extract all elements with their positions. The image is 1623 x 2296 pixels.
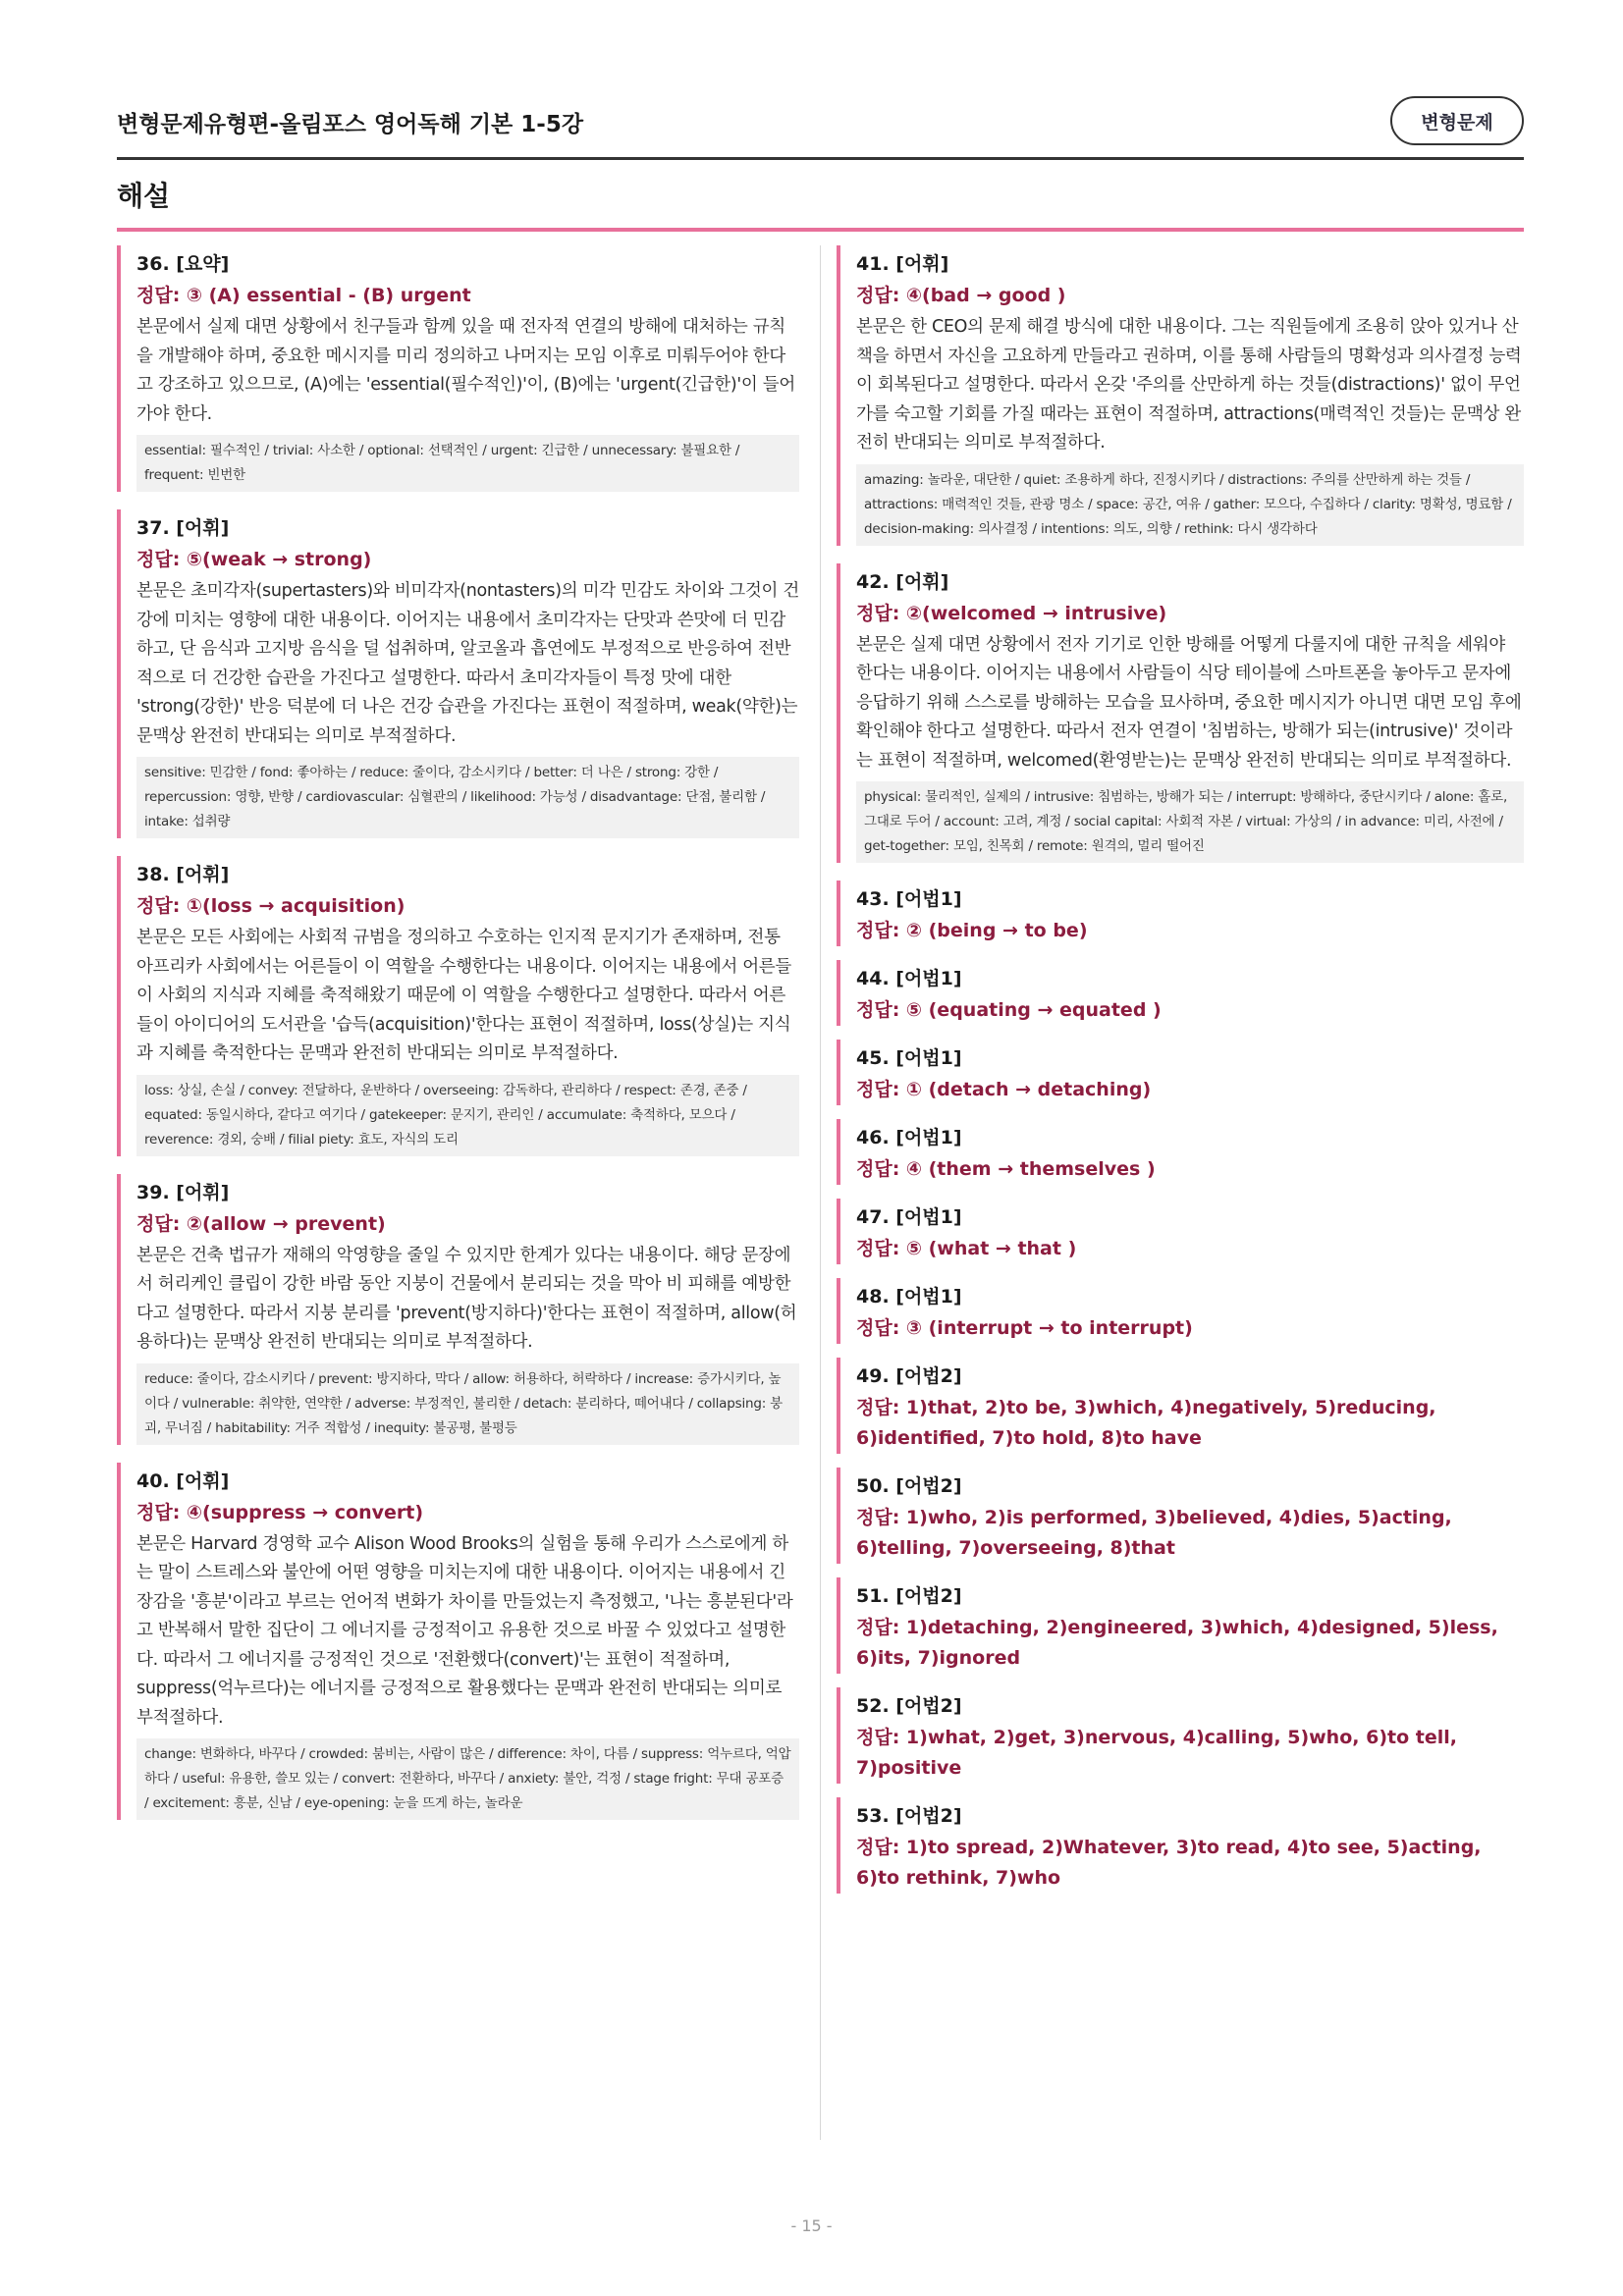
- vocabulary-box: change: 변화하다, 바꾸다 / crowded: 붐비는, 사람이 많은 / difference: 차이, 다름 / suppress: 억누르다, 억압하다 / useful: 유용한, 쓸모 있는 / convert: 전환하다, 바꾸다 / anxiety: 불안, 걱정 / stage fright: 무대 공포증 / excitement: 흥분, 신남 / eye-opening: 눈을 뜨게 하는, 놀라운: [136, 1738, 799, 1820]
- explanation-text: 본문은 실제 대면 상황에서 전자 기기로 인한 방해를 어떻게 다룰지에 대한 규칙을 세워야 한다는 내용이다. 이어지는 내용에서 사람들이 식당 테이블에 스마트폰을 놓아두고 문자에 응답하기 위해 스스로를 방해하는 모습을 묘사하며, 중요한 메시지가 아니면 대면 모임 후에 확인해야 한다고 설명한다. 따라서 전자 연결이 '침범하는, 방해가 되는(intrusive)' 것이라는 표현이 적절하며, welcomed(환영받는)는 문맥상 완전히 반대되는 의미로 부적절하다.: [856, 634, 1522, 771]
- question-number: 44. [어법1]: [856, 968, 962, 989]
- question-number: 52. [어법2]: [856, 1695, 962, 1717]
- answer-item-52: [837, 1687, 1524, 1784]
- answer-line: 정답: ①(loss → acquisition): [136, 895, 406, 917]
- explanation-text: 본문에서 실제 대면 상황에서 친구들과 함께 있을 때 전자적 연결의 방해에 대처하는 규칙을 개발해야 하며, 중요한 메시지를 미리 정의하고 나머지는 모임 이후로 미뤄두어야 한다고 강조하고 있으므로, (A)에는 'essential(필수적인)'이, (B)에는 'urgent(긴급한)'이 들어가야 한다.: [136, 317, 795, 424]
- answer-item-42: [837, 563, 1524, 864]
- answer-item-43: [837, 881, 1524, 946]
- answer-item-53: [837, 1797, 1524, 1894]
- question-number: 41. [어휘]: [856, 253, 949, 275]
- vocabulary-box: amazing: 놀라운, 대단한 / quiet: 조용하게 하다, 진정시키다 / distractions: 주의를 산만하게 하는 것들 / attractions: 매력적인 것들, 관광 명소 / space: 공간, 여유 / gather: 모으다, 수집하다 / clarity: 명확성, 명료함 / decision-making: 의사결정 / intentions: 의도, 의향 / rethink: 다시 생각하다: [856, 464, 1524, 546]
- right-column: [820, 245, 1524, 2140]
- question-number: 43. [어법1]: [856, 888, 962, 910]
- question-number: 36. [요약]: [136, 253, 230, 275]
- explanation-text: 본문은 초미각자(supertasters)와 비미각자(nontasters)의 미각 민감도 차이와 그것이 건강에 미치는 영향에 대한 내용이다. 이어지는 내용에서 초미각자는 단맛과 쓴맛에 더 민감하고, 단 음식과 고지방 음식을 덜 섭취하며, 알코올과 흡연에도 부정적으로 반응하여 전반적으로 더 건강한 습관을 가진다고 설명한다. 따라서 초미각자들이 특정 맛에 대한 'strong(강한)' 반응 덕분에 더 나은 건강 습관을 가진다는 표현이 적절하며, weak(약한)는 문맥상 완전히 반대되는 의미로 부적절하다.: [136, 581, 799, 746]
- answer-line: 정답: 1)detaching, 2)engineered, 3)which, 4)designed, 5)less, 6)its, 7)ignored: [856, 1617, 1498, 1669]
- section-title: 해설: [117, 180, 171, 212]
- left-column: [117, 245, 799, 1838]
- answer-line: 정답: ③ (A) essential - (B) urgent: [136, 285, 471, 306]
- question-number: 42. [어휘]: [856, 570, 949, 593]
- question-number: 39. [어휘]: [136, 1181, 230, 1203]
- vocabulary-box: loss: 상실, 손실 / convey: 전달하다, 운반하다 / overseeing: 감독하다, 관리하다 / respect: 존경, 존중 / equated: 동일시하다, 같다고 여기다 / gatekeeper: 문지기, 관리인 / accumulate: 축적하다, 모으다 / reverence: 경외, 숭배 / filial piety: 효도, 자식의 도리: [136, 1075, 799, 1156]
- answer-item-40: [117, 1463, 799, 1821]
- answer-item-51: [837, 1577, 1524, 1674]
- question-number: 46. [어법1]: [856, 1127, 962, 1148]
- answer-line: 정답: 1)what, 2)get, 3)nervous, 4)calling, 5)who, 6)to tell, 7)positive: [856, 1727, 1457, 1779]
- section-header: [117, 175, 1524, 232]
- question-number: 50. [어법2]: [856, 1475, 962, 1497]
- page-number: - 15 -: [790, 2216, 833, 2235]
- answer-line: 정답: ④ (them → themselves ): [856, 1158, 1156, 1180]
- answer-item-49: [837, 1358, 1524, 1454]
- answer-item-47: [837, 1199, 1524, 1264]
- answer-item-45: [837, 1040, 1524, 1105]
- answer-line: 정답: ②(welcomed → intrusive): [856, 602, 1167, 624]
- vocabulary-box: sensitive: 민감한 / fond: 좋아하는 / reduce: 줄이다, 감소시키다 / better: 더 나은 / strong: 강한 / repercussion: 영향, 반향 / cardiovascular: 심혈관의 / likelihood: 가능성 / disadvantage: 단점, 불리함 / intake: 섭취량: [136, 757, 799, 838]
- question-number: 49. [어법2]: [856, 1365, 962, 1387]
- question-number: 38. [어휘]: [136, 864, 230, 885]
- answer-item-36: [117, 245, 799, 492]
- answer-item-48: [837, 1278, 1524, 1344]
- explanation-text: 본문은 Harvard 경영학 교수 Alison Wood Brooks의 실험을 통해 우리가 스스로에게 하는 말이 스트레스와 불안에 어떤 영향을 미치는지에 대한 내용이다. 이어지는 내용에서 긴장감을 '흥분'이라고 부르는 언어적 변화가 차이를 만들었는지 측정했고, '나는 흥분된다'라고 반복해서 말한 집단이 그 에너지를 긍정적이고 유용한 것으로 바꿀 수 있었다고 설명한다. 따라서 그 에너지를 긍정적인 것으로 '전환했다(convert)'는 표현이 적절하며, suppress(억누르다)는 에너지를 긍정적으로 활용했다는 문맥과 완전히 반대되는 의미로 부적절하다.: [136, 1533, 793, 1728]
- answer-line: 정답: 1)who, 2)is performed, 3)believed, 4)dies, 5)acting, 6)telling, 7)overseeing, 8)that: [856, 1507, 1452, 1559]
- answer-item-41: [837, 245, 1524, 546]
- answer-item-39: [117, 1174, 799, 1445]
- answer-item-38: [117, 856, 799, 1156]
- explanation-text: 본문은 모든 사회에는 사회적 규범을 정의하고 수호하는 인지적 문지기가 존재하며, 전통 아프리카 사회에서는 어른들이 이 역할을 수행한다는 내용이다. 이어지는 내용에서 어른들이 사회의 지식과 지혜를 축적해왔기 때문에 이 역할을 수행한다고 설명한다. 따라서 어른들이 아이디어의 도서관을 '습득(acquisition)'한다는 표현이 적절하며, loss(상실)는 지식과 지혜를 축적한다는 문맥과 완전히 반대되는 의미로 부적절하다.: [136, 928, 792, 1063]
- question-number: 40. [어휘]: [136, 1469, 230, 1492]
- answer-line: 정답: ⑤ (what → that ): [856, 1238, 1077, 1259]
- answer-line: 정답: ④(bad → good ): [856, 285, 1066, 306]
- question-number: 53. [어법2]: [856, 1805, 962, 1827]
- explanation-text: 본문은 건축 법규가 재해의 악영향을 줄일 수 있지만 한계가 있다는 내용이다. 해당 문장에서 허리케인 클립이 강한 바람 동안 지붕이 건물에서 분리되는 것을 막아 비 피해를 예방한다고 설명한다. 따라서 지붕 분리를 'prevent(방지하다)'한다는 표현이 적절하며, allow(허용하다)는 문맥상 완전히 반대되는 의미로 부적절하다.: [136, 1245, 797, 1352]
- answer-item-50: [837, 1468, 1524, 1564]
- answer-line: 정답: ② (being → to be): [856, 920, 1088, 941]
- answer-line: 정답: ⑤(weak → strong): [136, 549, 372, 570]
- vocabulary-box: reduce: 줄이다, 감소시키다 / prevent: 방지하다, 막다 / allow: 허용하다, 허락하다 / increase: 증가시키다, 높이다 / vulnerable: 취약한, 연약한 / adverse: 부정적인, 불리한 / detach: 분리하다, 떼어내다 / collapsing: 붕괴, 무너짐 / habitability: 거주 적합성 / inequity: 불공평, 불평등: [136, 1363, 799, 1445]
- answer-item-46: [837, 1119, 1524, 1185]
- category-badge: 변형문제: [1390, 96, 1524, 145]
- answer-line: 정답: ③ (interrupt → to interrupt): [856, 1317, 1193, 1339]
- page-header: [117, 96, 1524, 160]
- answer-line: 정답: ⑤ (equating → equated ): [856, 999, 1162, 1021]
- vocabulary-box: physical: 물리적인, 실제의 / intrusive: 침범하는, 방해가 되는 / interrupt: 방해하다, 중단시키다 / alone: 홀로, 그대로 두어 / account: 고려, 계정 / social capital: 사회적 자본 / virtual: 가상의 / in advance: 미리, 사전에 / get-together: 모임, 친목회 / remote: 원격의, 멀리 떨어진: [856, 781, 1524, 863]
- answer-item-44: [837, 960, 1524, 1026]
- explanation-text: 본문은 한 CEO의 문제 해결 방식에 대한 내용이다. 그는 직원들에게 조용히 앉아 있거나 산책을 하면서 자신을 고요하게 만들라고 권하며, 이를 통해 사람들의 명확성과 의사결정 능력이 회복된다고 설명한다. 따라서 온갖 '주의를 산만하게 하는 것들(distractions)' 없이 무언가를 숙고할 기회를 가질 때라는 표현이 적절하며, attractions(매력적인 것들)는 문맥상 완전히 반대되는 의미로 부적절하다.: [856, 317, 1522, 453]
- question-number: 45. [어법1]: [856, 1047, 962, 1069]
- question-number: 47. [어법1]: [856, 1206, 962, 1228]
- answer-line: 정답: ②(allow → prevent): [136, 1212, 386, 1235]
- answer-line: 정답: ④(suppress → convert): [136, 1501, 424, 1523]
- document-title: 변형문제유형편-올림포스 영어독해 기본 1-5강: [117, 112, 584, 137]
- question-number: 48. [어법1]: [856, 1286, 962, 1308]
- answer-line: 정답: ① (detach → detaching): [856, 1079, 1152, 1100]
- question-number: 51. [어법2]: [856, 1585, 962, 1607]
- answer-item-37: [117, 509, 799, 838]
- question-number: 37. [어휘]: [136, 517, 230, 539]
- answer-line: 정답: 1)to spread, 2)Whatever, 3)to read, 4)to see, 5)acting, 6)to rethink, 7)who: [856, 1837, 1482, 1889]
- answer-line: 정답: 1)that, 2)to be, 3)which, 4)negatively, 5)reducing, 6)identified, 7)to hold, 8)to have: [856, 1397, 1436, 1449]
- vocabulary-box: essential: 필수적인 / trivial: 사소한 / optional: 선택적인 / urgent: 긴급한 / unnecessary: 불필요한 / frequent: 빈번한: [136, 435, 799, 492]
